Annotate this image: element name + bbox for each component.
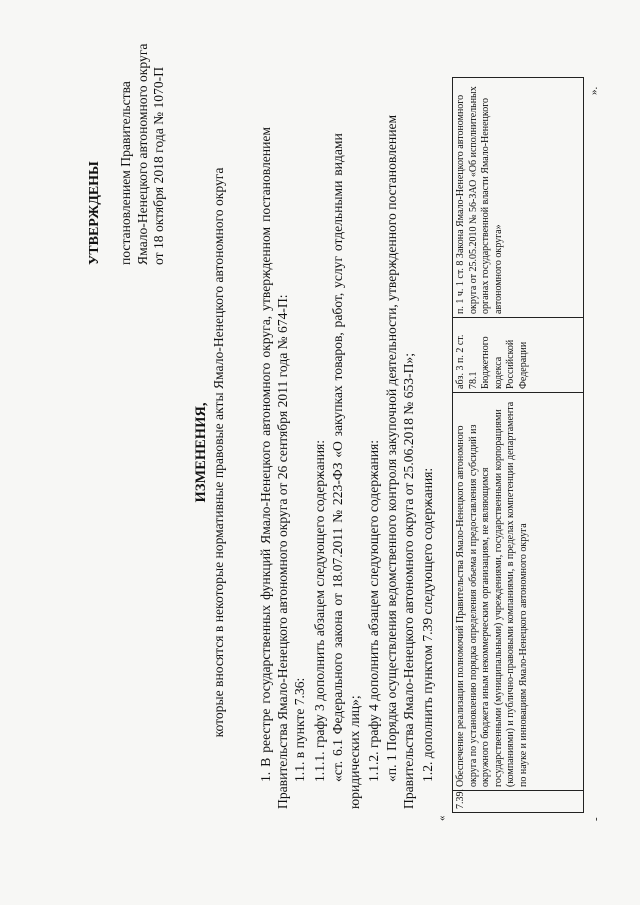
quote-2-line-2: Правительства Ямало-Ненецкого автономного округа от 25.06.2018 № 653-П»; (401, 353, 416, 809)
changes-subtitle: которые вносятся в некоторые нормативные правовые акты Ямало-Ненецкого автономного округа (211, 167, 226, 738)
approval-line-1: постановлением Правительства (118, 81, 133, 265)
legal-basis-regional: п. 1 ч. 1 ст. 8 Закона Ямало-Ненецкого автономного округа от 25.05.2010 № 56-ЗАО «Об исполнительных органах государственной власти Ямало-Ненецкого автономного округа» (453, 78, 584, 318)
quote-1-line-2: юридических лиц»; (347, 695, 362, 809)
paragraph-1-line-1: 1. В реестре государственных функций Ямало-Ненецкого автономного округа, утвержденном постановлением (258, 127, 273, 782)
table-side-dash: - (590, 817, 602, 821)
row-number: 7.39. (453, 791, 584, 813)
item-1-1: 1.1. в пункте 7.36: (292, 677, 307, 782)
table-open-quote: « (436, 815, 448, 821)
table-close-quote: ». (588, 86, 600, 95)
table-row (453, 78, 584, 813)
quote-1-line-1: «ст. 6.1 Федерального закона от 18.07.2011 № 223-ФЗ «О закупках товаров, работ, услуг отдельными видами (330, 133, 345, 782)
approval-title: УТВЕРЖДЕНЫ (87, 161, 102, 265)
item-1-1-1: 1.1.1. графу 3 дополнить абзацем следующего содержания: (312, 439, 327, 782)
paragraph-1-line-2: Правительства Ямало-Ненецкого автономного округа от 26 сентября 2011 года № 674-П: (275, 294, 290, 809)
function-description: Обеспечение реализации полномочий Правительства Ямало-Ненецкого автономного округа по установлению порядка определения объема и предоставления субсидий из окружного бюджета иным некоммерческим организациям, не являющимся государственными (муниципальными) учреждениями, государственными корпорациями (компаниями) и публично-правовыми компаниями, в пределах компетенции департамента по науке и инновациям Ямало-Ненецкого автономного округа (453, 393, 584, 791)
changes-heading: ИЗМЕНЕНИЯ, (193, 402, 209, 503)
item-1-2: 1.2. дополнить пунктом 7.39 следующего содержания: (420, 467, 435, 782)
approval-line-3: от 18 октября 2018 года № 1070-П (151, 66, 166, 265)
functions-table (452, 77, 584, 813)
approval-line-2: Ямало-Ненецкого автономного округа (135, 43, 150, 265)
legal-basis-federal: абз. 3 п. 2 ст. 78.1 Бюджетного кодекса Российской Федерации (453, 318, 584, 393)
item-1-1-2: 1.1.2. графу 4 дополнить абзацем следующего содержания: (366, 439, 381, 782)
quote-2-line-1: «п. 1 Порядка осуществления ведомственного контроля закупочной деятельности, утвержденного постановлением (384, 114, 399, 782)
